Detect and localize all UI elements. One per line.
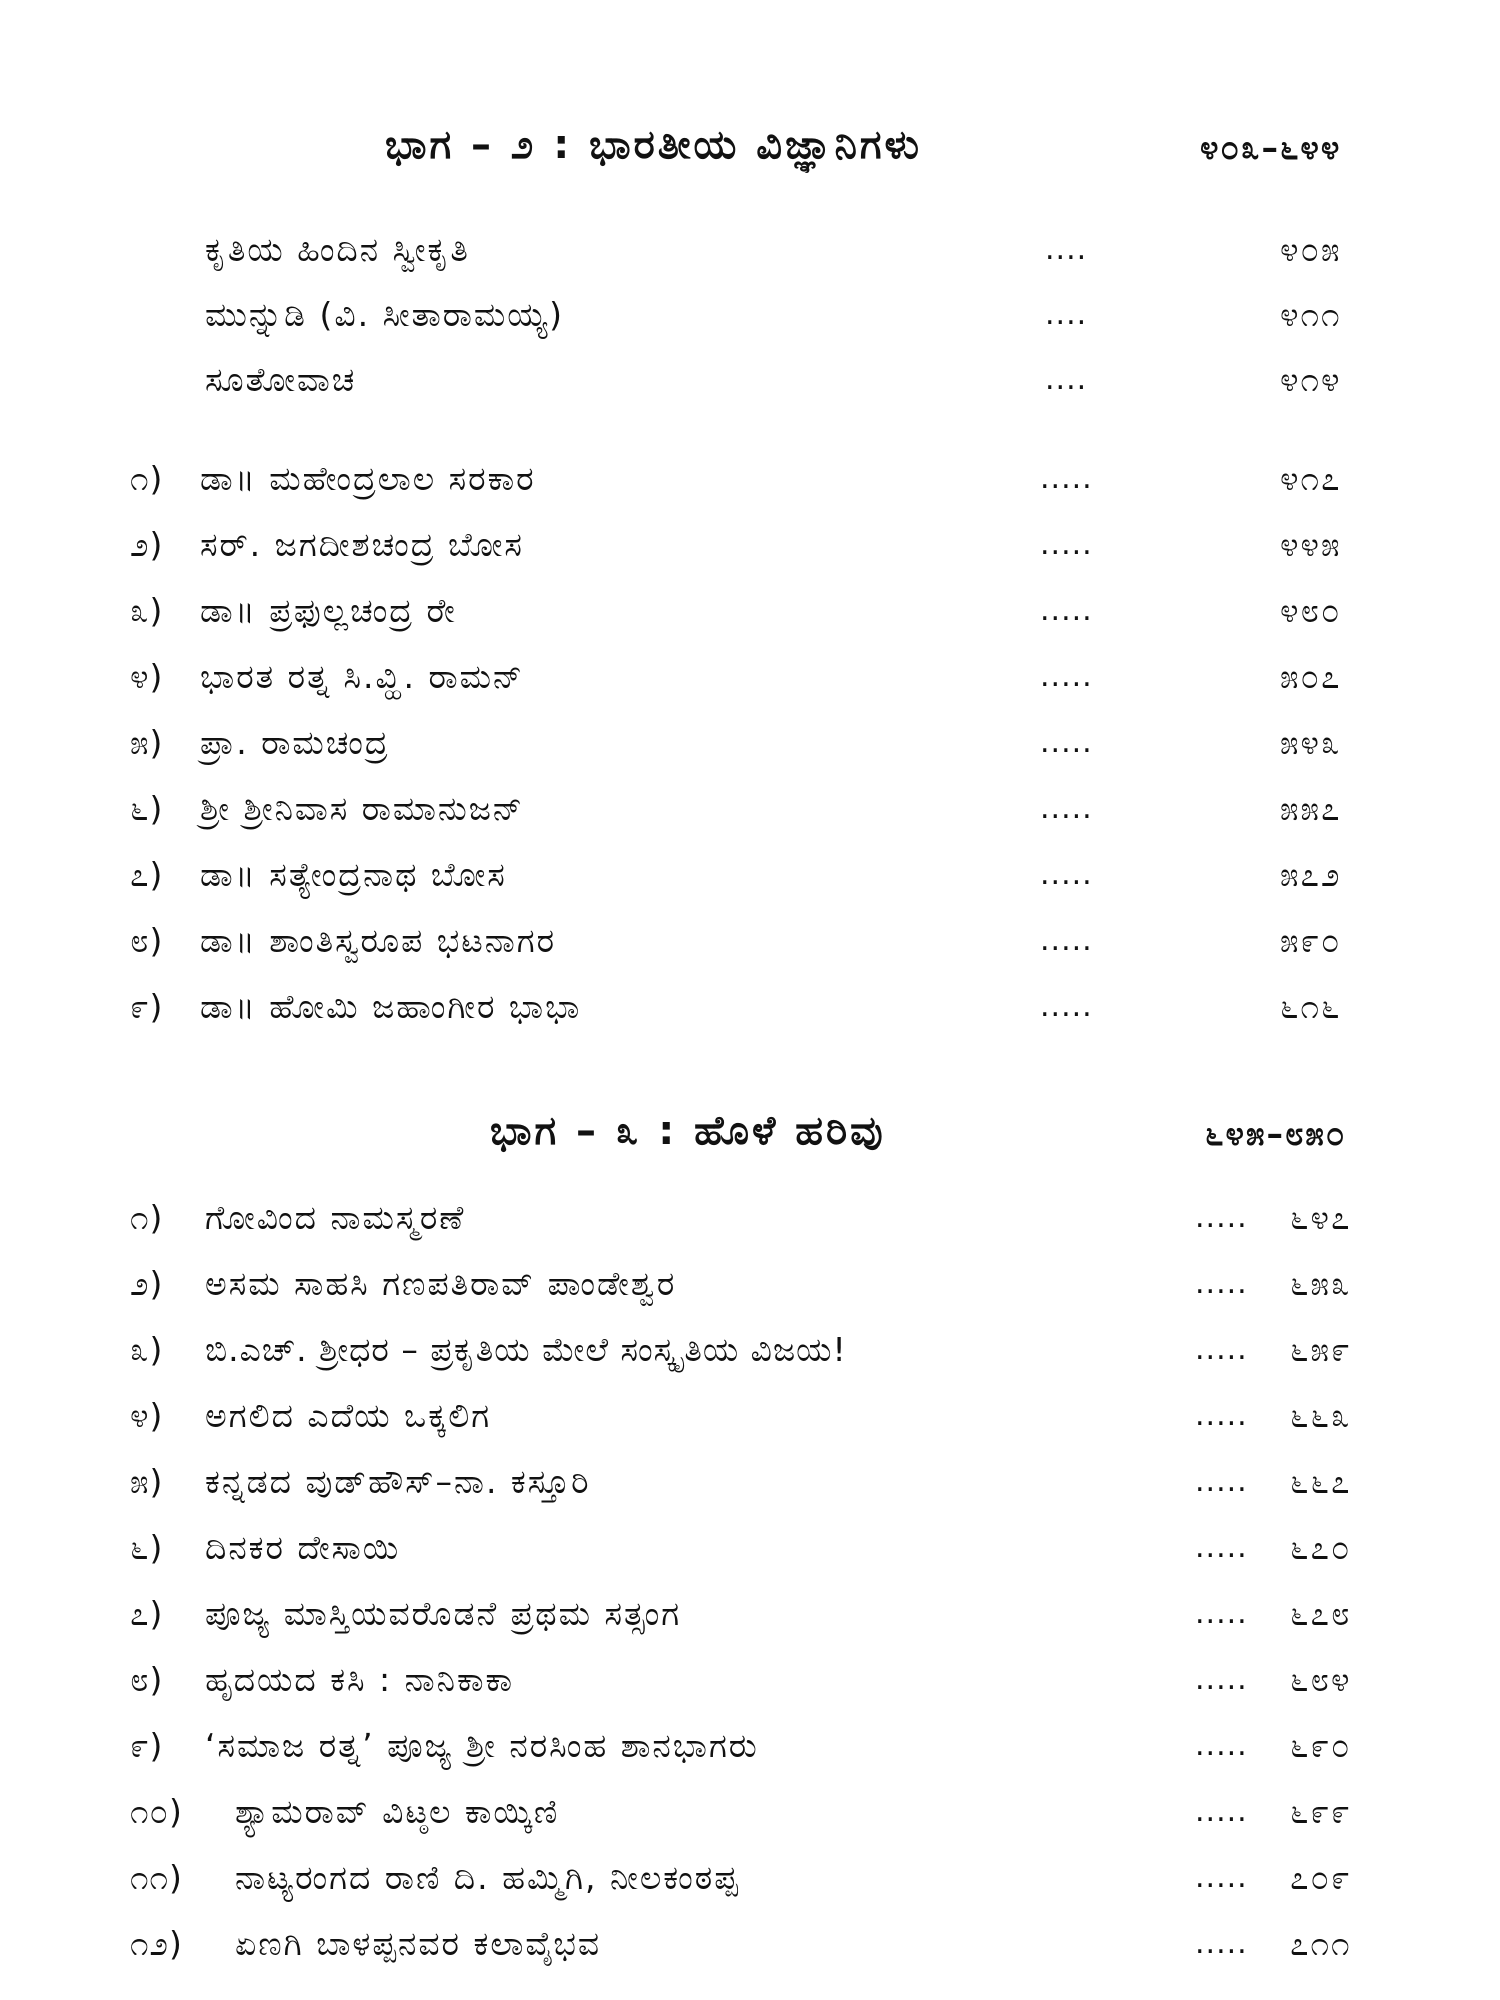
dot-leader: ..... (1040, 923, 1093, 958)
toc-entry (0, 515, 1500, 575)
entry-number: ೫) (130, 1462, 164, 1501)
entry-page-number: ೫೦೭ (1280, 657, 1342, 696)
entry-title: ಡಾ॥ ಹೋಮಿ ಜಹಾಂಗೀರ ಭಾಭಾ (200, 987, 582, 1026)
entry-number: ೨) (130, 1264, 164, 1303)
entry-number: ೩) (130, 591, 164, 630)
entry-number: ೧) (130, 1198, 164, 1237)
dot-leader: ..... (1195, 1464, 1248, 1499)
entry-page-number: ೬೬೭ (1290, 1462, 1352, 1501)
entry-title: ಸರ್. ಜಗದೀಶಚಂದ್ರ ಬೋಸ (200, 525, 524, 564)
entry-number: ೧) (130, 459, 164, 498)
toc-entry (0, 977, 1500, 1037)
toc-entry (0, 1452, 1500, 1512)
toc-entry (0, 1188, 1500, 1248)
dot-leader: ..... (1040, 791, 1093, 826)
toc-entry (0, 845, 1500, 905)
entry-number: ೧೧) (130, 1858, 183, 1897)
entry-title: ದಿನಕರ ದೇಸಾಯಿ (205, 1528, 401, 1567)
entry-title: ಪ್ರಾ. ರಾಮಚಂದ್ರ (200, 723, 390, 762)
entry-page-number: ೪೧೪ (1280, 360, 1342, 399)
entry-page-number: ೫೪೩ (1280, 723, 1342, 762)
entry-page-number: ೬೯೯ (1290, 1792, 1352, 1831)
toc-entry (0, 1386, 1500, 1446)
dot-leader: ..... (1040, 527, 1093, 562)
entry-title: ಬಿ.ಎಚ್. ಶ್ರೀಧರ – ಪ್ರಕೃತಿಯ ಮೇಲೆ ಸಂಸ್ಕೃತಿಯ ವಿಜಯ! (205, 1330, 847, 1369)
entry-title: ನಾಟ್ಯರಂಗದ ರಾಣಿ ದಿ. ಹಮ್ಮಿಗಿ, ನೀಲಕಂಠಪ್ಪ (235, 1858, 740, 1897)
entry-number: ೬) (130, 1528, 164, 1567)
part3-page-range: ೬೪೫–೮೫೦ (1205, 1114, 1347, 1153)
toc-entry (0, 713, 1500, 773)
entry-page-number: ೭೦೯ (1290, 1858, 1352, 1897)
toc-entry (0, 1650, 1500, 1710)
entry-number: ೪) (130, 1396, 164, 1435)
toc-entry (0, 1320, 1500, 1380)
entry-page-number: ೬೭೦ (1290, 1528, 1352, 1567)
entry-page-number: ೬೯೦ (1290, 1726, 1352, 1765)
dot-leader: .... (1045, 362, 1088, 397)
entry-title: ಮುನ್ನುಡಿ (ವಿ. ಸೀತಾರಾಮಯ್ಯ) (205, 295, 565, 334)
entry-title: ಭಾರತ ರತ್ನ ಸಿ.ವ್ಹಿ. ರಾಮನ್ (200, 657, 525, 696)
dot-leader: .... (1045, 232, 1088, 267)
entry-title: ಅಗಲಿದ ಎದೆಯ ಒಕ್ಕಲಿಗ (205, 1396, 492, 1435)
entry-page-number: ೬೮೪ (1290, 1660, 1352, 1699)
dot-leader: ..... (1195, 1926, 1248, 1961)
entry-number: ೯) (130, 1726, 164, 1765)
toc-entry (0, 1914, 1500, 1974)
toc-entry (0, 1782, 1500, 1842)
entry-title: ಪೂಜ್ಯ ಮಾಸ್ತಿಯವರೊಡನೆ ಪ್ರಥಮ ಸತ್ಸಂಗ (205, 1594, 682, 1633)
entry-title: ಕೃತಿಯ ಹಿಂದಿನ ಸ್ವೀಕೃತಿ (205, 230, 470, 269)
dot-leader: ..... (1195, 1332, 1248, 1367)
entry-title: ‘ಸಮಾಜ ರತ್ನ’ ಪೂಜ್ಯ ಶ್ರೀ ನರಸಿಂಹ ಶಾನಭಾಗರು (205, 1726, 759, 1765)
toc-entry (0, 1518, 1500, 1578)
entry-number: ೧೦) (130, 1792, 183, 1831)
dot-leader: ..... (1040, 989, 1093, 1024)
dot-leader: ..... (1195, 1398, 1248, 1433)
toc-entry (0, 911, 1500, 971)
entry-page-number: ೫೯೦ (1280, 921, 1342, 960)
entry-number: ೪) (130, 657, 164, 696)
entry-number: ೨) (130, 525, 164, 564)
entry-number: ೮) (130, 921, 164, 960)
toc-entry (0, 1848, 1500, 1908)
dot-leader: ..... (1040, 461, 1093, 496)
front-matter-item (0, 220, 1500, 280)
entry-title: ಶ್ಯಾಮರಾವ್ ವಿಟ್ಠಲ ಕಾಯ್ಕಿಣಿ (235, 1792, 560, 1831)
entry-title: ಕನ್ನಡದ ವುಡ್‌ಹೌಸ್–ನಾ. ಕಸ್ತೂರಿ (205, 1462, 591, 1501)
entry-title: ಸೂತೋವಾಚ (205, 360, 357, 399)
entry-page-number: ೬೪೭ (1290, 1198, 1352, 1237)
part2-page-range: ೪೦೩–೬೪೪ (1200, 128, 1342, 167)
entry-number: ೭) (130, 855, 164, 894)
entry-number: ೭) (130, 1594, 164, 1633)
entry-page-number: ೬೫೯ (1290, 1330, 1352, 1369)
entry-number: ೯) (130, 987, 164, 1026)
entry-number: ೬) (130, 789, 164, 828)
entry-page-number: ೬೧೬ (1280, 987, 1342, 1026)
toc-entry (0, 1716, 1500, 1776)
toc-entry (0, 1254, 1500, 1314)
entry-number: ೧೨) (130, 1924, 183, 1963)
dot-leader: ..... (1195, 1860, 1248, 1895)
part3-heading: ಭಾಗ – ೩ : ಹೊಳೆ ಹರಿವು (490, 1108, 886, 1154)
toc-entry (0, 449, 1500, 509)
dot-leader: ..... (1040, 725, 1093, 760)
entry-title: ಡಾ॥ ಸತ್ಯೇಂದ್ರನಾಥ ಬೋಸ (200, 855, 507, 894)
entry-number: ೫) (130, 723, 164, 762)
entry-title: ಡಾ॥ ಮಹೇಂದ್ರಲಾಲ ಸರಕಾರ (200, 459, 536, 498)
dot-leader: ..... (1195, 1794, 1248, 1829)
entry-page-number: ೪೦೫ (1280, 230, 1342, 269)
dot-leader: ..... (1040, 857, 1093, 892)
toc-entry (0, 1584, 1500, 1644)
dot-leader: ..... (1195, 1266, 1248, 1301)
entry-number: ೮) (130, 1660, 164, 1699)
entry-title: ಡಾ॥ ಪ್ರಫುಲ್ಲಚಂದ್ರ ರೇ (200, 591, 457, 630)
entry-title: ಅಸಮ ಸಾಹಸಿ ಗಣಪತಿರಾವ್ ಪಾಂಡೇಶ್ವರ (205, 1264, 677, 1303)
entry-title: ಏಣಗಿ ಬಾಳಪ್ಪನವರ ಕಲಾವೈಭವ (235, 1924, 602, 1963)
toc-entry (0, 779, 1500, 839)
entry-page-number: ೬೬೩ (1290, 1396, 1352, 1435)
front-matter-item (0, 285, 1500, 345)
entry-page-number: ೭೧೧ (1290, 1924, 1352, 1963)
entry-page-number: ೫೫೭ (1280, 789, 1342, 828)
dot-leader: ..... (1040, 659, 1093, 694)
dot-leader: ..... (1195, 1662, 1248, 1697)
entry-page-number: ೬೫೩ (1290, 1264, 1352, 1303)
entry-title: ಹೃದಯದ ಕಸಿ : ನಾನಿಕಾಕಾ (205, 1660, 515, 1699)
dot-leader: ..... (1195, 1200, 1248, 1235)
toc-entry (0, 647, 1500, 707)
entry-page-number: ೬೭೮ (1290, 1594, 1352, 1633)
dot-leader: .... (1045, 297, 1088, 332)
entry-title: ಶ್ರೀ ಶ್ರೀನಿವಾಸ ರಾಮಾನುಜನ್ (200, 789, 524, 828)
entry-title: ಡಾ॥ ಶಾಂತಿಸ್ವರೂಪ ಭಟನಾಗರ (200, 921, 557, 960)
dot-leader: ..... (1195, 1530, 1248, 1565)
entry-page-number: ೪೮೦ (1280, 591, 1342, 630)
dot-leader: ..... (1195, 1596, 1248, 1631)
entry-page-number: ೫೭೨ (1280, 855, 1342, 894)
entry-page-number: ೪೪೫ (1280, 525, 1342, 564)
entry-title: ಗೋವಿಂದ ನಾಮಸ್ಮರಣೆ (205, 1198, 466, 1237)
front-matter-item (0, 350, 1500, 410)
entry-page-number: ೪೧೭ (1280, 459, 1342, 498)
entry-number: ೩) (130, 1330, 164, 1369)
toc-entry (0, 581, 1500, 641)
dot-leader: ..... (1195, 1728, 1248, 1763)
part2-heading: ಭಾಗ – ೨ : ಭಾರತೀಯ ವಿಜ್ಞಾನಿಗಳು (385, 122, 922, 168)
dot-leader: ..... (1040, 593, 1093, 628)
entry-page-number: ೪೧೧ (1280, 295, 1342, 334)
